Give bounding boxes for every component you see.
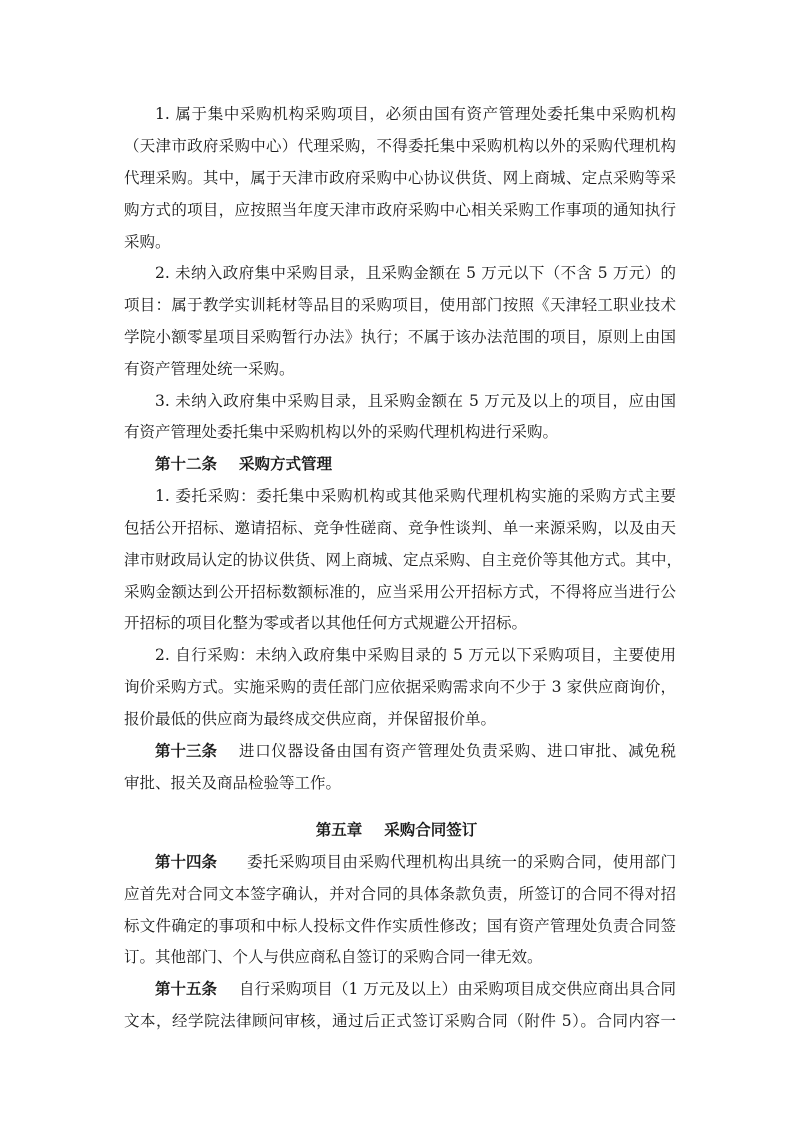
paragraph-line: 3. 未纳入政府集中采购目录，且采购金额在 5 万元及以上的项目，应由国 xyxy=(155,392,676,410)
article-number: 第十二条 xyxy=(155,455,218,473)
article-text: 进口仪器设备由国有资产管理处负责采购、进口审批、减免税 xyxy=(239,742,676,760)
paragraph-line: 询价采购方式。实施采购的责任部门应依据采购需求向不少于 3 家供应商询价， xyxy=(124,678,676,696)
paragraph-line: 2. 未纳入政府集中采购目录，且采购金额在 5 万元以下（不含 5 万元）的 xyxy=(155,264,676,282)
paragraph-line: 有资产管理处统一采购。 xyxy=(124,360,295,378)
article-line xyxy=(155,978,676,1000)
article-number: 第十五条 xyxy=(155,980,218,998)
article-title: 采购方式管理 xyxy=(239,455,333,473)
paragraph-line: 1. 属于集中采购机构采购项目，必须由国有资产管理处委托集中采购机构 xyxy=(155,105,676,123)
paragraph-line: 采购。 xyxy=(124,233,171,251)
paragraph-line: 开招标的项目化整为零或者以其他任何方式规避公开招标。 xyxy=(124,614,528,632)
article-text: 自行采购项目（1 万元及以上）由采购项目成交供应商出具合同 xyxy=(239,980,676,998)
paragraph-line: 订。其他部门、个人与供应商私自签订的采购合同一律无效。 xyxy=(124,948,543,966)
paragraph-line: 2. 自行采购：未纳入政府集中采购目录的 5 万元以下采购项目，主要使用 xyxy=(155,646,676,664)
paragraph-line: 审批、报关及商品检验等工作。 xyxy=(124,774,342,792)
paragraph-line: 标文件确定的事项和中标人投标文件作实质性修改；国有资产管理处负责合同签 xyxy=(124,917,676,935)
article-text: 委托采购项目由采购代理机构出具统一的采购合同，使用部门 xyxy=(247,853,676,871)
article-heading xyxy=(155,453,676,475)
paragraph-line: 有资产管理处委托集中采购机构以外的采购代理机构进行采购。 xyxy=(124,423,559,441)
paragraph-line: 津市财政局认定的协议供货、网上商城、定点采购、自主竞价等其他方式。其中， xyxy=(124,551,683,569)
paragraph-line: 包括公开招标、邀请招标、竞争性磋商、竞争性谈判、单一来源采购，以及由天 xyxy=(124,519,676,537)
paragraph-line: 报价最低的供应商为最终成交供应商，并保留报价单。 xyxy=(124,710,497,728)
paragraph-line: 学院小额零星项目采购暂行办法》执行；不属于该办法范围的项目，原则上由国 xyxy=(124,328,676,346)
paragraph-line: 购方式的项目，应按照当年度天津市政府采购中心相关采购工作事项的通知执行 xyxy=(124,201,676,219)
article-line xyxy=(155,851,676,873)
article-number: 第十四条 xyxy=(155,853,218,871)
paragraph-line: 采购金额达到公开招标数额标准的，应当采用公开招标方式，不得将应当进行公 xyxy=(124,583,676,601)
article-number: 第十三条 xyxy=(155,742,218,760)
paragraph-line: 应首先对合同文本签字确认，并对合同的具体条款负责，所签订的合同不得对招 xyxy=(124,885,676,903)
paragraph-line: 1. 委托采购：委托集中采购机构或其他采购代理机构实施的采购方式主要 xyxy=(155,487,676,505)
paragraph-line: （天津市政府采购中心）代理采购，不得委托集中采购机构以外的采购代理机构 xyxy=(124,137,676,155)
paragraph-line: 文本，经学院法律顾问审核，通过后正式签订采购合同（附件 5）。合同内容一 xyxy=(124,1012,676,1030)
article-line xyxy=(155,740,676,762)
paragraph-line: 项目：属于教学实训耗材等品目的采购项目，使用部门按照《天津轻工职业技术 xyxy=(124,296,676,314)
chapter-number: 第五章 xyxy=(315,821,363,839)
paragraph-line: 代理采购。其中，属于天津市政府采购中心协议供货、网上商城、定点采购等采 xyxy=(124,169,676,187)
chapter-heading xyxy=(0,819,793,841)
chapter-title: 采购合同签订 xyxy=(384,821,478,839)
